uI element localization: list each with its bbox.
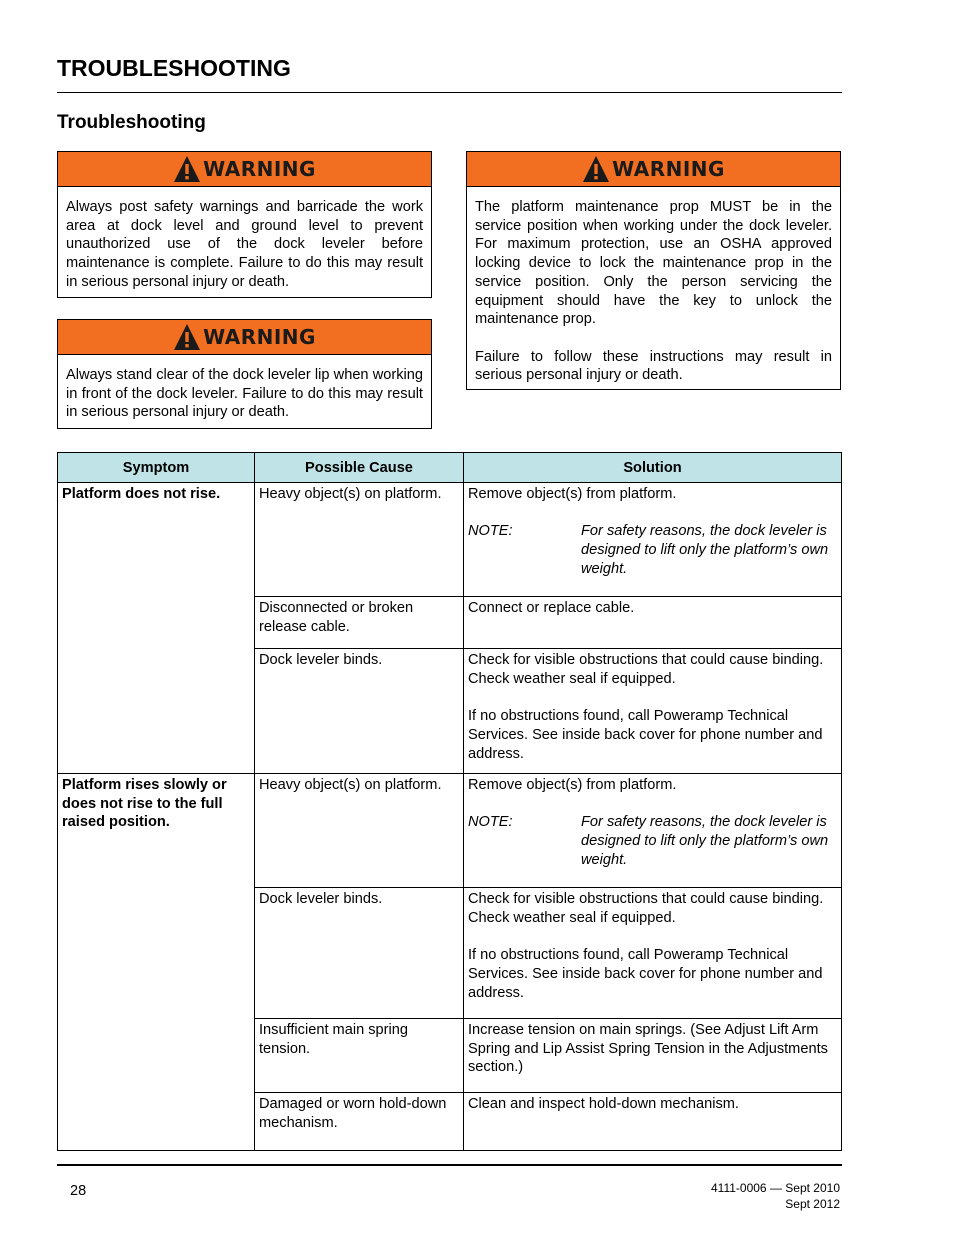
warning-label: WARNING [203,325,316,349]
warning-paragraph: Failure to follow these instructions may result in serious personal injury or death. [475,348,832,384]
warning-triangle-icon [173,155,201,183]
solution-cell [464,774,842,888]
page-number: 28 [70,1183,87,1199]
warning-label: WARNING [612,157,725,181]
document-reference [711,1181,840,1212]
note-text: For safety reasons, the dock leveler is designed to lift only the platform’s own weight. [581,814,829,868]
symptom-cell: Platform rises slowly or does not rise to the full raised position. [58,774,255,1151]
cause-cell: Damaged or worn hold-down mechanism. [255,1093,464,1151]
troubleshooting-table [57,452,842,1151]
document-reference-line: Sept 2012 [785,1196,840,1211]
solution-cell: Connect or replace cable. [464,597,842,649]
cause-cell: Disconnected or broken release cable. [255,597,464,649]
solution-cell [464,483,842,597]
solution-cell: Clean and inspect hold-down mechanism. [464,1093,842,1151]
solution-text: If no obstructions found, call Poweramp Technical Services. See inside back cover for phone number and address. [468,708,823,762]
cause-cell: Insufficient main spring tension. [255,1019,464,1093]
warning-header [58,320,431,355]
note-label: NOTE: [468,814,513,831]
warning-label: WARNING [203,157,316,181]
solution-text: Check for visible obstructions that could cause binding. Check weather seal if equipped. [468,891,824,926]
solution-cell: Increase tension on main springs. (See Adjust Lift Arm Spring and Lip Assist Spring Tension in the Adjustments section.) [464,1019,842,1093]
warning-triangle-icon [173,323,201,351]
symptom-cell: Platform does not rise. [58,483,255,774]
column-header-cause: Possible Cause [255,453,464,483]
column-header-symptom: Symptom [58,453,255,483]
note-text: For safety reasons, the dock leveler is designed to lift only the platform’s own weight. [581,523,829,577]
note [468,813,837,869]
warning-text [58,355,431,428]
cause-cell: Dock leveler binds. [255,649,464,774]
warning-header [467,152,840,187]
solution-cell [464,888,842,1019]
warning-box-maintenance-prop [466,151,841,390]
table-header-row [58,453,842,483]
solution-text: Check for visible obstructions that could cause binding. Check weather seal if equipped. [468,652,824,687]
note-label: NOTE: [468,523,513,540]
warning-header [58,152,431,187]
warning-text [467,187,840,391]
solution-text: Remove object(s) from platform. [468,777,677,793]
header-divider [57,92,842,93]
section-title: Troubleshooting [57,112,206,133]
cause-cell: Dock leveler binds. [255,888,464,1019]
cause-cell: Heavy object(s) on platform. [255,774,464,888]
document-reference-line: 4111-0006 — Sept 2010 [711,1181,840,1195]
cause-cell: Heavy object(s) on platform. [255,483,464,597]
warning-paragraph: The platform maintenance prop MUST be in the service position when working under the dock leveler. For maximum protection, use an OSHA approved locking device to lock the maintenance prop in the service position. Only the person servicing the equipment should have the key to unlock the maintenance prop. [475,199,832,328]
solution-text: Remove object(s) from platform. [468,486,677,502]
footer-divider [57,1164,842,1166]
solution-cell [464,649,842,774]
note [468,522,837,578]
table-row [58,483,842,597]
page-title: TROUBLESHOOTING [57,55,291,81]
warning-box-barricade [57,151,432,298]
warning-triangle-icon [582,155,610,183]
warning-paragraph: Always stand clear of the dock leveler lip when working in front of the dock leveler. Failure to do this may result in serious personal injury or death. [66,367,423,421]
warning-text [58,187,431,298]
column-header-solution: Solution [464,453,842,483]
solution-text: If no obstructions found, call Poweramp Technical Services. See inside back cover for phone number and address. [468,947,823,1001]
table-row [58,774,842,888]
warning-box-lip [57,319,432,429]
warning-paragraph: Always post safety warnings and barricade the work area at dock level and ground level to prevent unauthorized use of the dock leveler before maintenance is complete. Failure to do this may result in serious personal injury or death. [66,199,423,290]
